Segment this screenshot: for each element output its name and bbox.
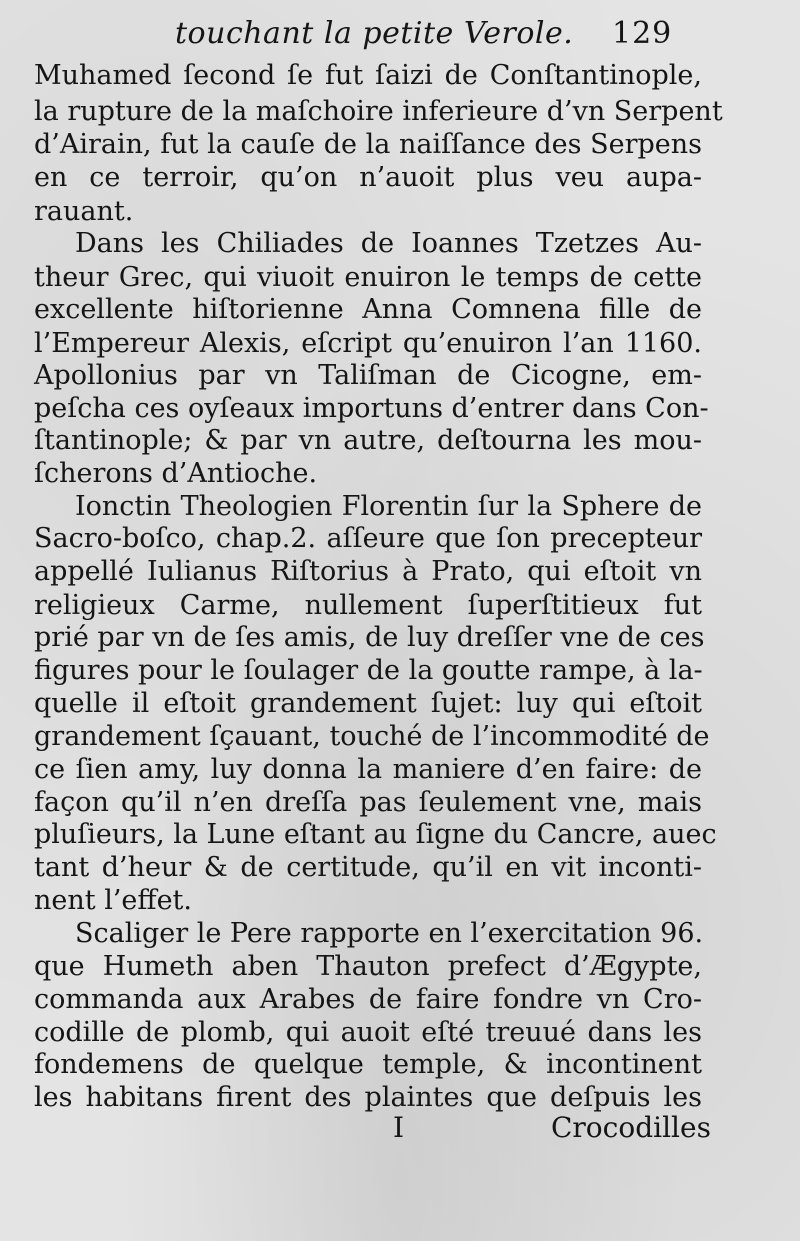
running-title: touchant la petite Verole. [175, 16, 574, 51]
text-line: nent l’effet. [34, 885, 192, 916]
signature-mark: I [393, 1111, 405, 1144]
text-line: ſcherons d’Antioche. [34, 458, 318, 489]
catchword: Crocodilles [551, 1111, 711, 1144]
text-line: grandement ſçauant, touché de l’incommodité de [34, 721, 710, 752]
page-number: 129 [612, 16, 673, 51]
text-line: en ce terroir, qu’on n’auoit plus veu aupa- [34, 162, 702, 193]
text-line: façon qu’il n’en dreſſa pas ſeulement vne, mais [34, 787, 702, 818]
text-line: commanda aux Arabes de faire fondre vn Cro- [34, 984, 702, 1015]
text-line: Muhamed ſecond ſe fut ſaizi de Conſtantinople, [34, 60, 702, 91]
text-line: rauant. [34, 196, 134, 227]
text-line: prié par vn de ſes amis, de luy dreſſer vne de ces [34, 622, 705, 653]
text-line: fondemens de quelque temple, & incontinent [34, 1049, 702, 1080]
text-line: Dans les Chiliades de Ioannes Tzetzes Au- [75, 228, 702, 259]
text-line: appellé Iulianus Riſtorius à Prato, qui eſtoit vn [34, 556, 702, 587]
text-line: Ionctin Theologien Florentin ſur la Sphere de [75, 491, 702, 522]
text-line: religieux Carme, nullement ſuperſtitieux fut [34, 590, 702, 621]
text-line: que Humeth aben Thauton prefect d’Ægypte, [34, 951, 702, 982]
text-line: ſtantinople; & par vn autre, deſtourna les mou- [34, 425, 702, 456]
text-line: les habitans firent des plaintes que deſpuis les [34, 1082, 702, 1113]
text-line: excellente hiſtorienne Anna Comnena fille de [34, 294, 702, 325]
text-line: la rupture de la maſchoire inferieure d’vn Serpent [34, 96, 723, 127]
text-line: figures pour le ſoulager de la goutte rampe, à la- [34, 655, 703, 686]
text-line: peſcha ces oyſeaux importuns d’entrer dans Con- [34, 393, 709, 424]
text-line: pluſieurs, la Lune eſtant au ſigne du Cancre, auec [34, 819, 717, 850]
text-line: tant d’heur & de certitude, qu’il en vit inconti- [34, 852, 702, 883]
text-line: Sacro-boſco, chap.2. aſſeure que ſon precepteur [34, 523, 702, 554]
text-line: quelle il eſtoit grandement ſujet: luy qui eſtoit [34, 688, 702, 719]
text-line: Scaliger le Pere rapporte en l’exercitation 96. [75, 918, 704, 949]
text-line: ce ſien amy, luy donna la maniere d’en faire: de [34, 754, 702, 785]
text-line: Apollonius par vn Taliſman de Cicogne, em- [34, 360, 702, 391]
text-line: codille de plomb, qui auoit eſté treuué dans les [34, 1017, 702, 1048]
text-line: d’Airain, fut la cauſe de la naiſſance des Serpens [34, 129, 702, 160]
text-line: l’Empereur Alexis, eſcript qu’enuiron l’an 1160. [34, 328, 702, 359]
text-line: theur Grec, qui viuoit enuiron le temps de cette [34, 262, 702, 293]
